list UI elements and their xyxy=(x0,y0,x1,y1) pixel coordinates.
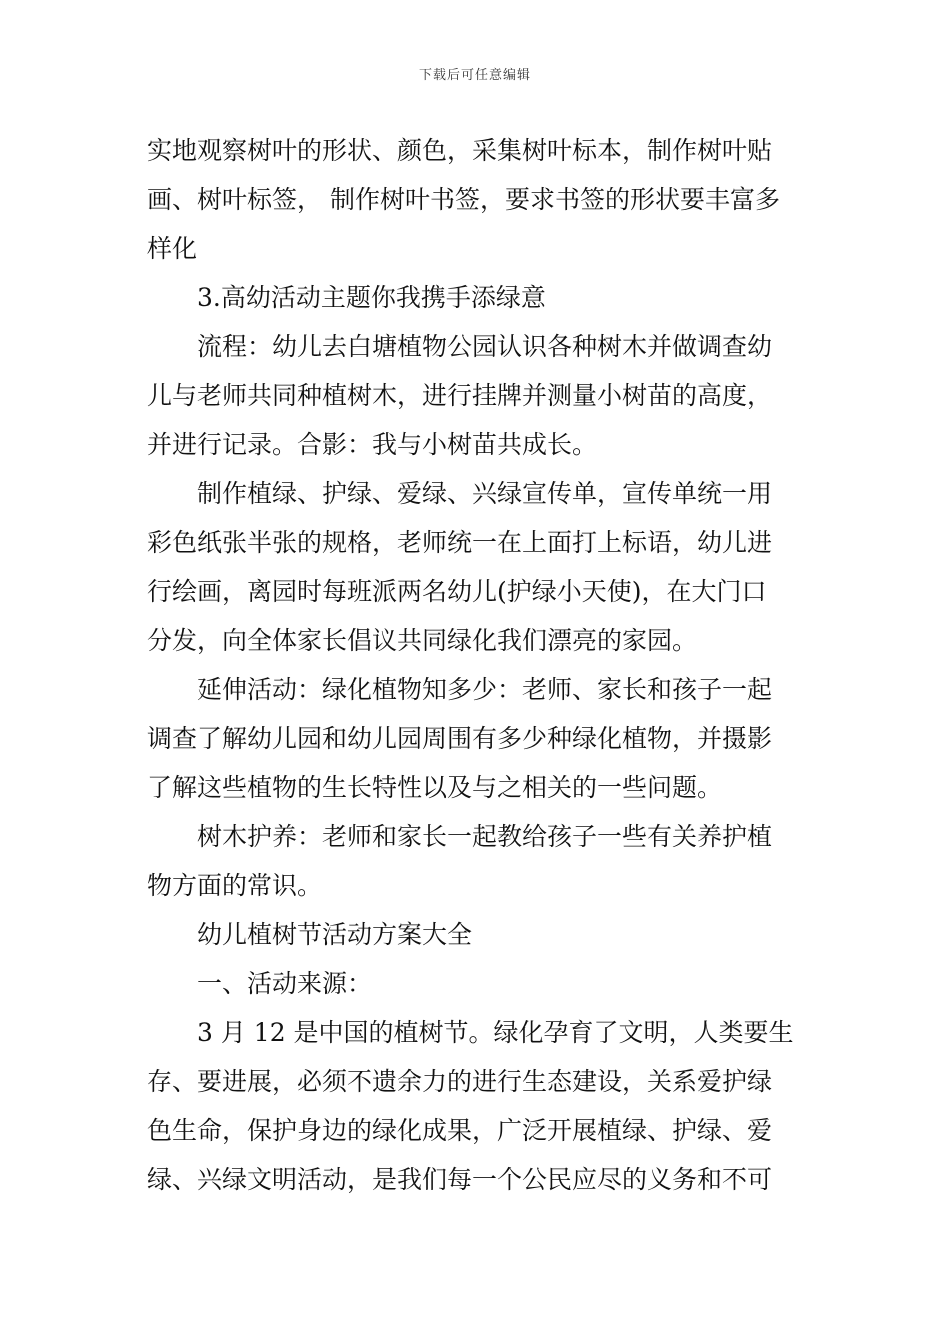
text-line: 了解这些植物的生长特性以及与之相关的一些问题。 xyxy=(147,773,723,802)
text-line: 制作植绿、护绿、爱绿、兴绿宣传单，宣传单统一用 xyxy=(197,479,773,508)
text-line: 延伸活动：绿化植物知多少：老师、家长和孩子一起 xyxy=(197,675,773,704)
text-line: 调查了解幼儿园和幼儿园周围有多少种绿化植物，并摄影 xyxy=(147,724,773,753)
text-line: 实地观察树叶的形状、颜色，采集树叶标本，制作树叶贴 xyxy=(147,136,773,165)
document-body xyxy=(147,126,805,1204)
text-line: 色生命，保护身边的绿化成果，广泛开展植绿、护绿、爱 xyxy=(147,1116,773,1145)
text-line: 并进行记录。合影：我与小树苗共成长。 xyxy=(147,430,598,459)
text-line: 树木护养：老师和家长一起教给孩子一些有关养护植 xyxy=(197,822,773,851)
text-line: 3.高幼活动主题你我携手添绿意 xyxy=(197,283,546,312)
text-line: 儿与老师共同种植树木，进行挂牌并测量小树苗的高度， xyxy=(147,381,773,410)
text-line: 样化 xyxy=(147,234,198,263)
text-line: 存、要进展，必须不遗余力的进行生态建设，关系爱护绿 xyxy=(147,1067,773,1096)
text-line: 彩色纸张半张的规格，老师统一在上面打上标语，幼儿进 xyxy=(147,528,773,557)
text-line: 3 月 12 是中国的植树节。绿化孕育了文明，人类要生 xyxy=(197,1018,794,1047)
text-line: 绿、兴绿文明活动，是我们每一个公民应尽的义务和不可 xyxy=(147,1165,773,1194)
text-line: 分发，向全体家长倡议共同绿化我们漂亮的家园。 xyxy=(147,626,698,655)
section-heading: 一、活动来源： xyxy=(197,969,373,998)
text-line: 画、树叶标签， 制作树叶书签，要求书签的形状要丰富多 xyxy=(147,185,780,214)
text-line: 流程：幼儿去白塘植物公园认识各种树木并做调查幼 xyxy=(197,332,773,361)
text-line: 行绘画，离园时每班派两名幼儿(护绿小天使)，在大门口 xyxy=(147,577,767,606)
text-line: 物方面的常识。 xyxy=(147,871,323,900)
section-title: 幼儿植树节活动方案大全 xyxy=(197,920,473,949)
page-header: 下载后可任意编辑 xyxy=(418,68,531,83)
